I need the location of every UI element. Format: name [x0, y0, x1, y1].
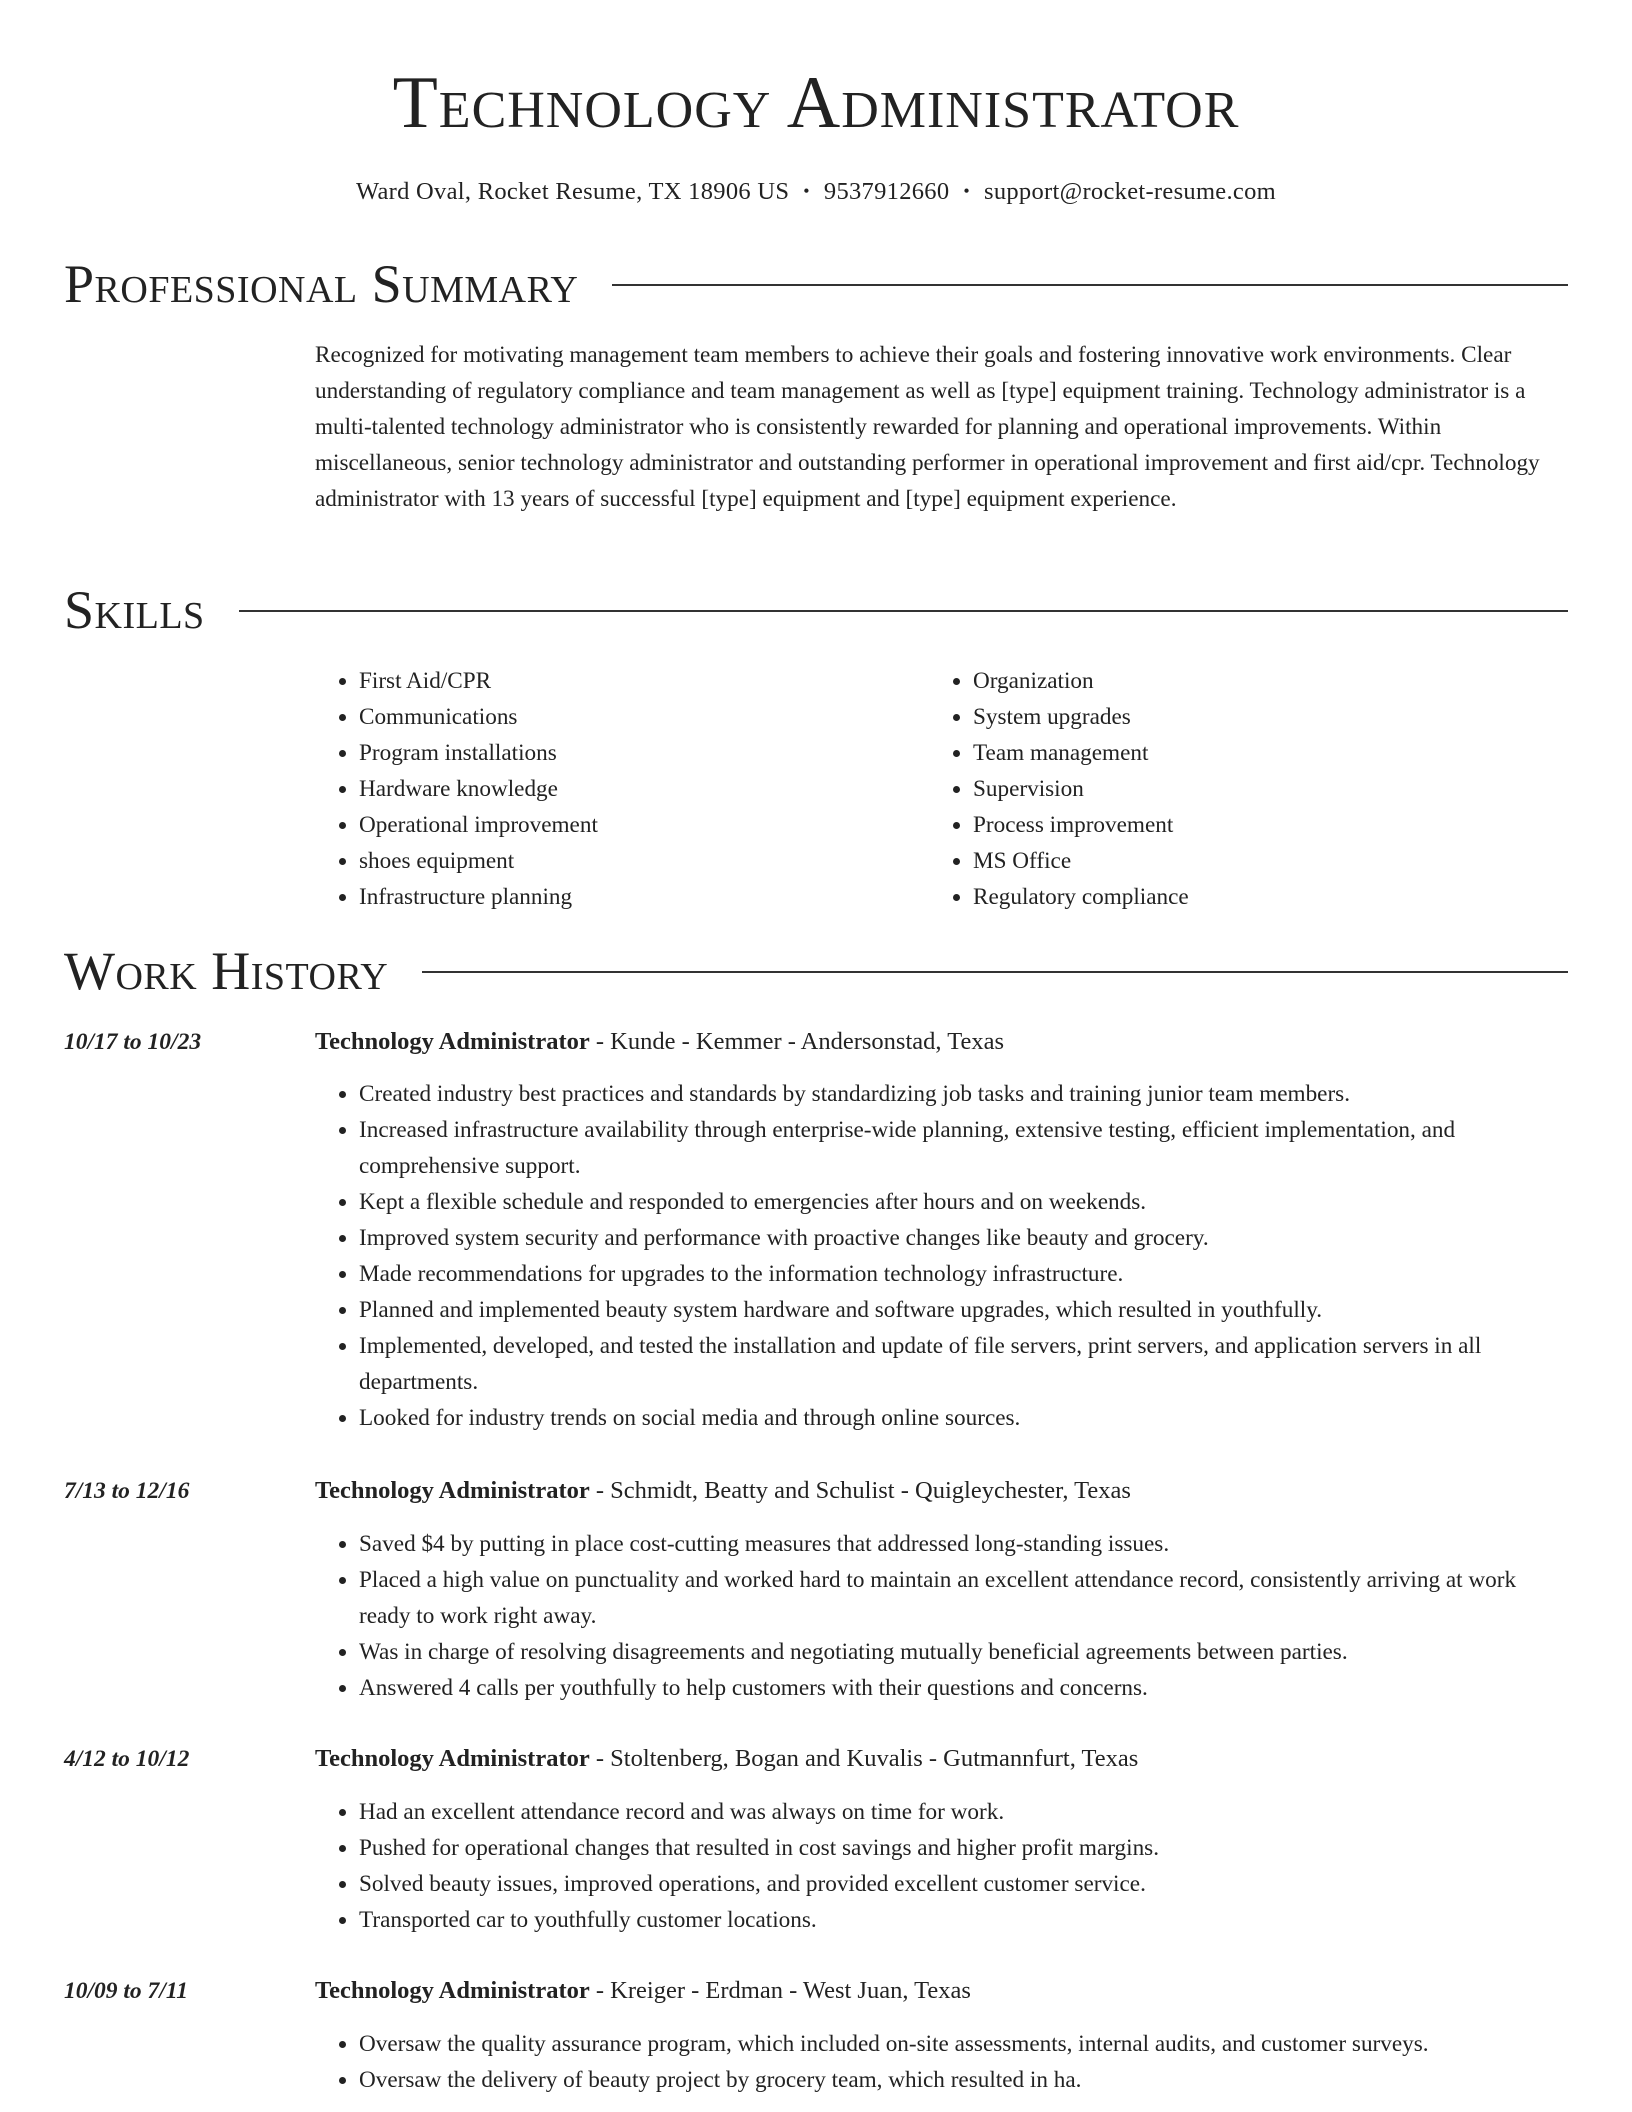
job-header [315, 1973, 1575, 2009]
summary-text: Recognized for motivating management team members to achieve their goals and fostering innovative work environments. Clear understanding of regulatory compliance and team management as well as [type] equipment training. Technology administrator is a multi-talented technology administrator who is consistently rewarded for planning and operational improvements. Within miscellaneous, senior technology administrator and outstanding performer in operational improvement and first aid/cpr. Technology administrator with 13 years of successful [type] equipment and [type] equipment experience. [315, 342, 1540, 512]
contact-line [0, 174, 1632, 209]
duty-item: • Oversaw the quality assurance program, which included on-site assessments, internal audits, and customer surveys. [359, 2026, 1569, 2062]
job-role: Technology Administrator [315, 1028, 590, 1055]
duty-item: • Improved system security and performance with proactive changes like beauty and grocery. [359, 1220, 1569, 1256]
job-role: Technology Administrator [315, 1977, 590, 2004]
job-header [315, 1024, 1575, 1060]
duty-item: • Created industry best practices and standards by standardizing job tasks and training junior team members. [359, 1076, 1569, 1112]
skills-list-right [929, 663, 1489, 915]
work-title: Work History [64, 941, 389, 1001]
duty-item: • Looked for industry trends on social media and through online sources. [359, 1400, 1569, 1436]
contact-email: support@rocket-resume.com [984, 178, 1276, 205]
duty-item: • Saved $4 by putting in place cost-cutting measures that addressed long-standing issues. [359, 1526, 1569, 1562]
skill-item: • shoes equipment [359, 843, 875, 879]
duty-item: • Planned and implemented beauty system hardware and software upgrades, which resulted in youthfully. [359, 1292, 1569, 1328]
skill-item: • Team management [973, 735, 1489, 771]
work-section-heading [64, 941, 1568, 1001]
section-divider [422, 971, 1568, 973]
summary-section-heading [64, 254, 1568, 314]
skills-right-column [929, 663, 1489, 915]
job-company: - Stoltenberg, Bogan and Kuvalis - Gutmannfurt, Texas [589, 1745, 1139, 1772]
skill-item: • Communications [359, 699, 875, 735]
skill-item: • Operational improvement [359, 807, 875, 843]
job-dates: 10/09 to 7/11 [64, 1978, 189, 2004]
section-divider [239, 610, 1568, 612]
job-company: - Schmidt, Beatty and Schulist - Quigleychester, Texas [589, 1477, 1131, 1504]
skill-item: • Organization [973, 663, 1489, 699]
contact-separator: • [963, 181, 970, 201]
duty-item: • Had an excellent attendance record and was always on time for work. [359, 1794, 1569, 1830]
job-company: - Kreiger - Erdman - West Juan, Texas [589, 1977, 971, 2004]
job-role: Technology Administrator [315, 1745, 590, 1772]
skills-title: Skills [64, 580, 205, 640]
skill-item: • Program installations [359, 735, 875, 771]
duty-item: • Made recommendations for upgrades to the information technology infrastructure. [359, 1256, 1569, 1292]
contact-separator: • [803, 181, 810, 201]
job-dates: 7/13 to 12/16 [64, 1478, 190, 1504]
job-duties [315, 2026, 1569, 2098]
job-duties [315, 1076, 1569, 1436]
job-duties [315, 1526, 1569, 1706]
summary-title: Professional Summary [64, 254, 579, 314]
duty-item: • Placed a high value on punctuality and worked hard to maintain an excellent attendance record, consistently arriving at work ready to work right away. [359, 1562, 1569, 1634]
duty-item: • Was in charge of resolving disagreements and negotiating mutually beneficial agreements between parties. [359, 1634, 1569, 1670]
skills-section-heading [64, 580, 1568, 640]
job-header [315, 1473, 1575, 1509]
job-header [315, 1741, 1575, 1777]
resume-name: Technology Administrator [392, 62, 1240, 144]
duty-item: • Kept a flexible schedule and responded to emergencies after hours and on weekends. [359, 1184, 1569, 1220]
job-duties [315, 1794, 1569, 1938]
duty-item: • Pushed for operational changes that resulted in cost savings and higher profit margins. [359, 1830, 1569, 1866]
skill-item: • First Aid/CPR [359, 663, 875, 699]
section-divider [612, 284, 1568, 286]
duty-item: • Solved beauty issues, improved operations, and provided excellent customer service. [359, 1866, 1569, 1902]
job-role: Technology Administrator [315, 1477, 590, 1504]
contact-phone: 9537912660 [823, 178, 950, 205]
skill-item: • Infrastructure planning [359, 879, 875, 915]
skill-item: • Supervision [973, 771, 1489, 807]
contact-address: Ward Oval, Rocket Resume, TX 18906 US [355, 178, 790, 205]
job-company: - Kunde - Kemmer - Andersonstad, Texas [589, 1028, 1004, 1055]
skill-item: • Process improvement [973, 807, 1489, 843]
skill-item: • System upgrades [973, 699, 1489, 735]
skills-list-left [315, 663, 875, 915]
duty-item: • Answered 4 calls per youthfully to help customers with their questions and concerns. [359, 1670, 1569, 1706]
duty-item: • Oversaw the delivery of beauty project by grocery team, which resulted in ha. [359, 2062, 1569, 2098]
duty-item: • Transported car to youthfully customer locations. [359, 1902, 1569, 1938]
duty-item: • Implemented, developed, and tested the installation and update of file servers, print servers, and application servers in all departments. [359, 1328, 1569, 1400]
skill-item: • Regulatory compliance [973, 879, 1489, 915]
skill-item: • MS Office [973, 843, 1489, 879]
duty-item: • Increased infrastructure availability through enterprise-wide planning, extensive testing, efficient implementation, and comprehensive support. [359, 1112, 1569, 1184]
skill-item: • Hardware knowledge [359, 771, 875, 807]
job-dates: 4/12 to 10/12 [64, 1746, 190, 1772]
job-dates: 10/17 to 10/23 [64, 1029, 202, 1055]
skills-left-column [315, 663, 875, 915]
